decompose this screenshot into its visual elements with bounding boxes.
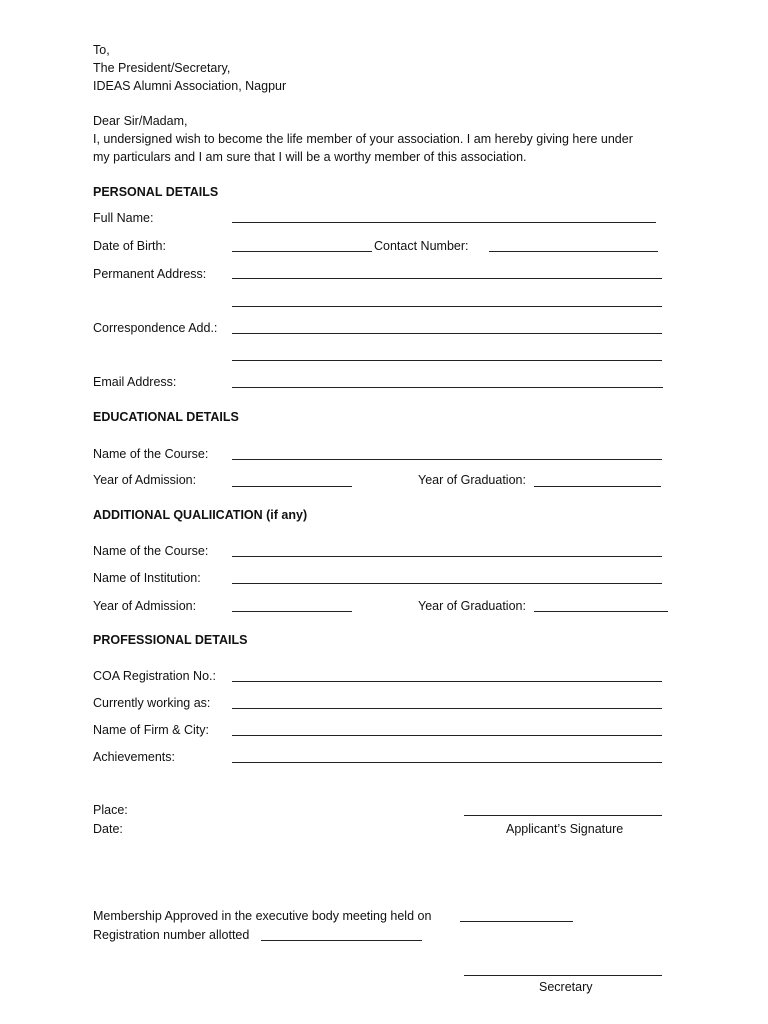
educational-heading: EDUCATIONAL DETAILS: [93, 410, 239, 424]
registration-label: Registration number allotted: [93, 928, 250, 942]
dob-field[interactable]: [232, 251, 372, 252]
edu-graduation-field[interactable]: [534, 486, 661, 487]
place-label: Place:: [93, 803, 128, 817]
contact-label: Contact Number:: [374, 239, 469, 253]
professional-heading: PROFESSIONAL DETAILS: [93, 633, 248, 647]
edu-admission-field[interactable]: [232, 486, 352, 487]
edu-graduation-label: Year of Graduation:: [418, 473, 526, 487]
approved-label: Membership Approved in the executive body meeting held on: [93, 909, 432, 923]
intro-line-2: my particulars and I am sure that I will be a worthy member of this association.: [93, 150, 527, 164]
add-course-label: Name of the Course:: [93, 544, 209, 558]
intro-line-1: I, undersigned wish to become the life member of your association. I am hereby giving here under: [93, 132, 633, 146]
working-field[interactable]: [232, 708, 662, 709]
date-label: Date:: [93, 822, 123, 836]
address-to: To,: [93, 43, 110, 57]
full-name-label: Full Name:: [93, 211, 154, 225]
add-graduation-label: Year of Graduation:: [418, 599, 526, 613]
personal-heading: PERSONAL DETAILS: [93, 185, 219, 199]
add-graduation-field[interactable]: [534, 611, 668, 612]
add-admission-field[interactable]: [232, 611, 352, 612]
add-admission-label: Year of Admission:: [93, 599, 197, 613]
email-label: Email Address:: [93, 375, 177, 389]
full-name-field[interactable]: [232, 222, 656, 223]
permanent-address-label: Permanent Address:: [93, 267, 207, 281]
contact-field[interactable]: [489, 251, 658, 252]
edu-course-field[interactable]: [232, 459, 662, 460]
registration-number-field[interactable]: [261, 940, 422, 941]
correspondence-field-2[interactable]: [232, 360, 662, 361]
address-line-1: The President/Secretary,: [93, 61, 231, 75]
coa-field[interactable]: [232, 681, 662, 682]
permanent-address-field-2[interactable]: [232, 306, 662, 307]
applicant-signature-field[interactable]: [464, 815, 662, 816]
add-course-field[interactable]: [232, 556, 662, 557]
firm-field[interactable]: [232, 735, 662, 736]
edu-admission-label: Year of Admission:: [93, 473, 197, 487]
permanent-address-field-1[interactable]: [232, 278, 662, 279]
add-institution-label: Name of Institution:: [93, 571, 201, 585]
correspondence-label: Correspondence Add.:: [93, 321, 218, 335]
achievements-label: Achievements:: [93, 750, 175, 764]
correspondence-field-1[interactable]: [232, 333, 662, 334]
email-field[interactable]: [232, 387, 663, 388]
working-label: Currently working as:: [93, 696, 211, 710]
approved-meeting-field[interactable]: [460, 921, 573, 922]
add-institution-field[interactable]: [232, 583, 662, 584]
salutation: Dear Sir/Madam,: [93, 114, 188, 128]
secretary-signature-field[interactable]: [464, 975, 662, 976]
achievements-field[interactable]: [232, 762, 662, 763]
secretary-label: Secretary: [539, 980, 593, 994]
dob-label: Date of Birth:: [93, 239, 166, 253]
address-line-2: IDEAS Alumni Association, Nagpur: [93, 79, 287, 93]
edu-course-label: Name of the Course:: [93, 447, 209, 461]
coa-label: COA Registration No.:: [93, 669, 216, 683]
applicant-signature-label: Applicant’s Signature: [506, 822, 624, 836]
firm-label: Name of Firm & City:: [93, 723, 209, 737]
additional-heading: ADDITIONAL QUALIICATION (if any): [93, 508, 308, 522]
